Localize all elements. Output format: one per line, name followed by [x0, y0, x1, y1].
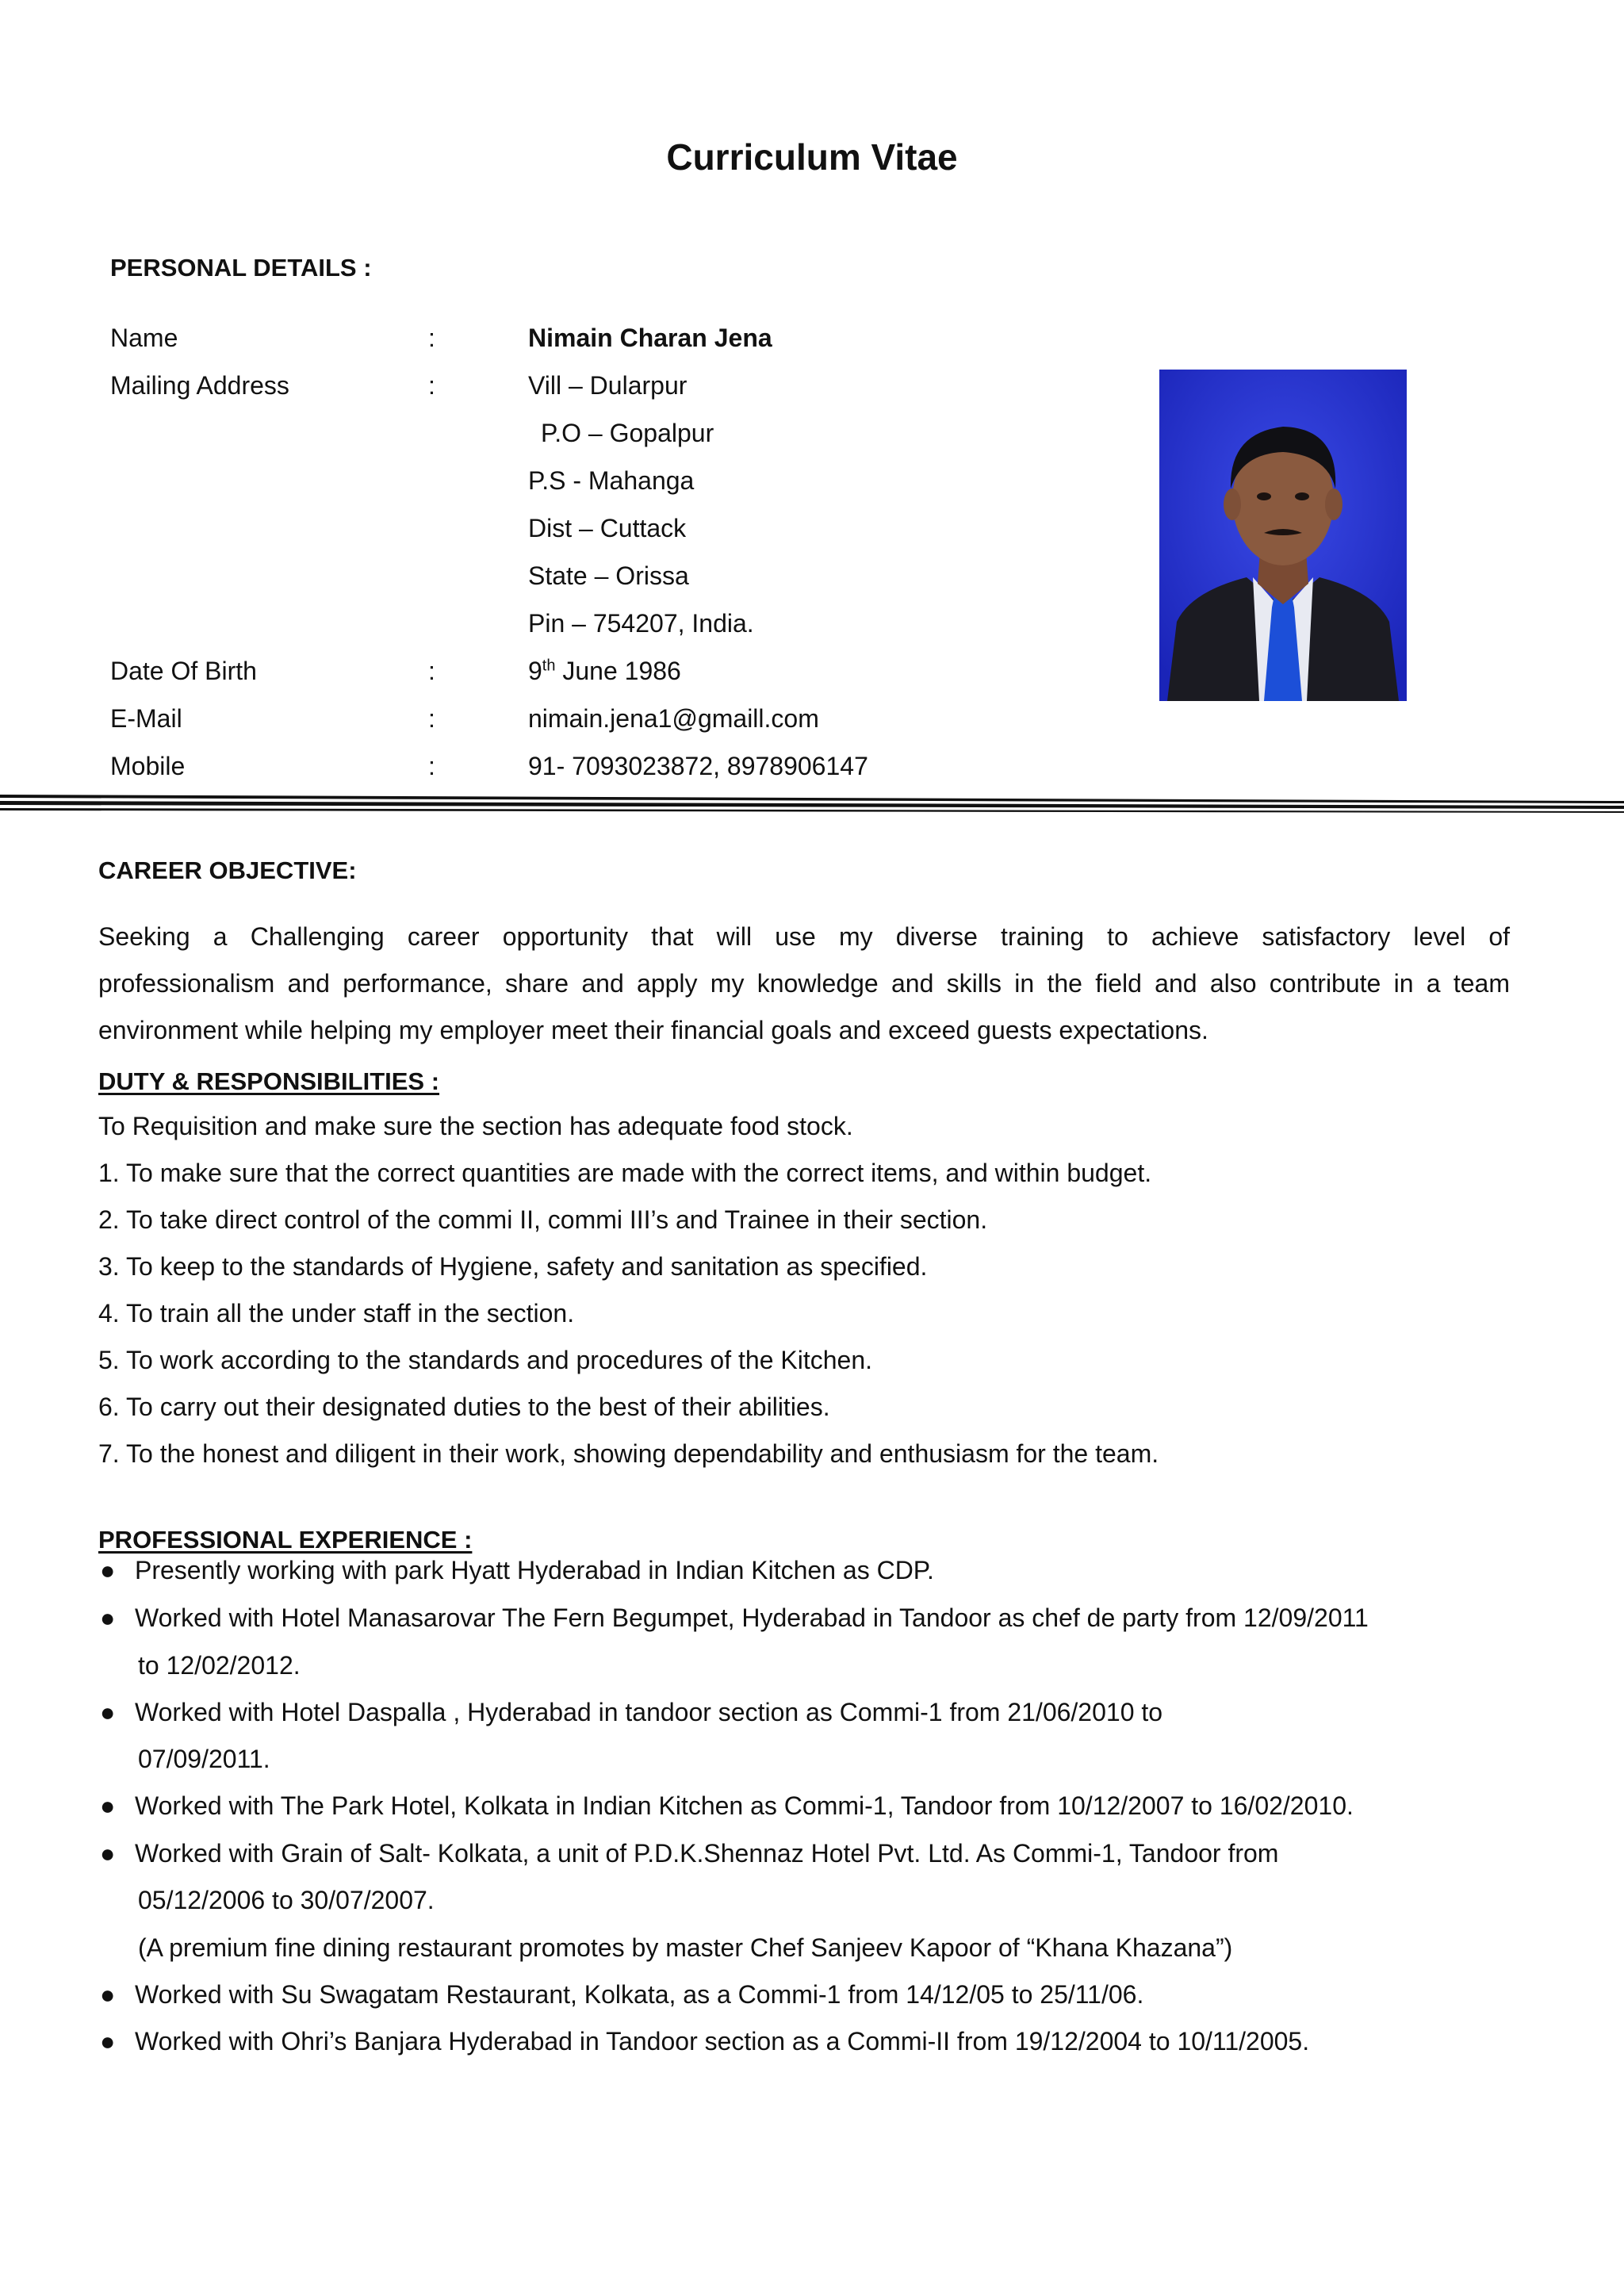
address-line-pin: Pin – 754207, India. [528, 609, 754, 638]
email-value: nimain.jena1@gmaill.com [528, 704, 819, 733]
experience-item: Worked with Ohri’s Banjara Hyderabad in Tandoor section as a Commi-II from 19/12/2004 to 10/11/2005. [135, 2027, 1310, 2056]
experience-item: Worked with Su Swagatam Restaurant, Kolkata, as a Commi-1 from 14/12/05 to 25/11/06. [135, 1980, 1144, 2009]
duty-item: 3. To keep to the standards of Hygiene, safety and sanitation as specified. [98, 1252, 928, 1281]
experience-item: Worked with Hotel Manasarovar The Fern Begumpet, Hyderabad in Tandoor as chef de party from 12/09/2011 [135, 1603, 1369, 1632]
section-divider [0, 785, 1624, 817]
duty-heading: DUTY & RESPONSIBILITIES : [98, 1067, 440, 1095]
duty-intro: To Requisition and make sure the section has adequate food stock. [98, 1112, 853, 1140]
name-value: Nimain Charan Jena [528, 324, 772, 352]
address-line-ps: P.S - Mahanga [528, 466, 695, 495]
profile-photo [1159, 370, 1407, 701]
experience-item-cont: 07/09/2011. [138, 1745, 270, 1773]
address-line-po: P.O – Gopalpur [541, 419, 714, 447]
dob-value: 9th June 1986 [528, 657, 681, 685]
experience-item: Worked with The Park Hotel, Kolkata in Indian Kitchen as Commi-1, Tandoor from 10/12/2007 to 16/02/2010. [135, 1791, 1354, 1820]
address-label: Mailing Address [110, 371, 289, 400]
bullet-icon: ● [100, 1556, 116, 1584]
duty-item: 6. To carry out their designated duties to the best of their abilities. [98, 1393, 830, 1421]
mobile-label: Mobile [110, 752, 186, 780]
experience-item-cont: 05/12/2006 to 30/07/2007. [138, 1886, 435, 1914]
name-label: Name [110, 324, 178, 352]
bullet-icon: ● [100, 1791, 116, 1820]
address-colon: : [428, 371, 435, 400]
mobile-colon: : [428, 752, 435, 780]
career-objective-line-1: Seeking a Challenging career opportunity that will use my diverse training to achieve satisfactory level of [98, 922, 1510, 951]
bullet-icon: ● [100, 1698, 116, 1726]
address-line-village: Vill – Dularpur [528, 371, 688, 400]
duty-item: 1. To make sure that the correct quantities are made with the correct items, and within budget. [98, 1159, 1152, 1187]
email-label: E-Mail [110, 704, 182, 733]
duty-item: 4. To train all the under staff in the section. [98, 1299, 575, 1328]
mobile-value: 91- 7093023872, 8978906147 [528, 752, 868, 780]
experience-heading: PROFESSIONAL EXPERIENCE : [98, 1526, 473, 1554]
bullet-icon: ● [100, 1603, 116, 1632]
portrait-illustration [1159, 370, 1407, 701]
address-line-state: State – Orissa [528, 561, 689, 590]
document-title: Curriculum Vitae [666, 136, 958, 178]
duty-item: 5. To work according to the standards and procedures of the Kitchen. [98, 1346, 872, 1374]
name-colon: : [428, 324, 435, 352]
dob-colon: : [428, 657, 435, 685]
duty-item: 2. To take direct control of the commi II, commi III’s and Trainee in their section. [98, 1205, 988, 1234]
bullet-icon: ● [100, 1980, 116, 2009]
experience-item-cont: to 12/02/2012. [138, 1651, 301, 1680]
career-objective-line-3: environment while helping my employer meet their financial goals and exceed guests expectations. [98, 1016, 1208, 1044]
experience-item: Worked with Grain of Salt- Kolkata, a unit of P.D.K.Shennaz Hotel Pvt. Ltd. As Commi-1, Tandoor from [135, 1839, 1279, 1868]
duty-item: 7. To the honest and diligent in their work, showing dependability and enthusiasm for the team. [98, 1439, 1159, 1468]
career-objective-line-2: professionalism and performance, share and apply my knowledge and skills in the field and also contribute in a team [98, 969, 1510, 998]
email-colon: : [428, 704, 435, 733]
address-line-district: Dist – Cuttack [528, 514, 687, 542]
experience-item: Presently working with park Hyatt Hyderabad in Indian Kitchen as CDP. [135, 1556, 934, 1584]
personal-details-heading: PERSONAL DETAILS : [110, 254, 372, 282]
bullet-icon: ● [100, 2027, 116, 2056]
experience-item: Worked with Hotel Daspalla , Hyderabad in tandoor section as Commi-1 from 21/06/2010 to [135, 1698, 1163, 1726]
career-objective-heading: CAREER OBJECTIVE: [98, 856, 357, 884]
bullet-icon: ● [100, 1839, 116, 1868]
experience-item-note: (A premium fine dining restaurant promotes by master Chef Sanjeev Kapoor of “Khana Khazana”) [138, 1933, 1233, 1962]
dob-label: Date Of Birth [110, 657, 257, 685]
